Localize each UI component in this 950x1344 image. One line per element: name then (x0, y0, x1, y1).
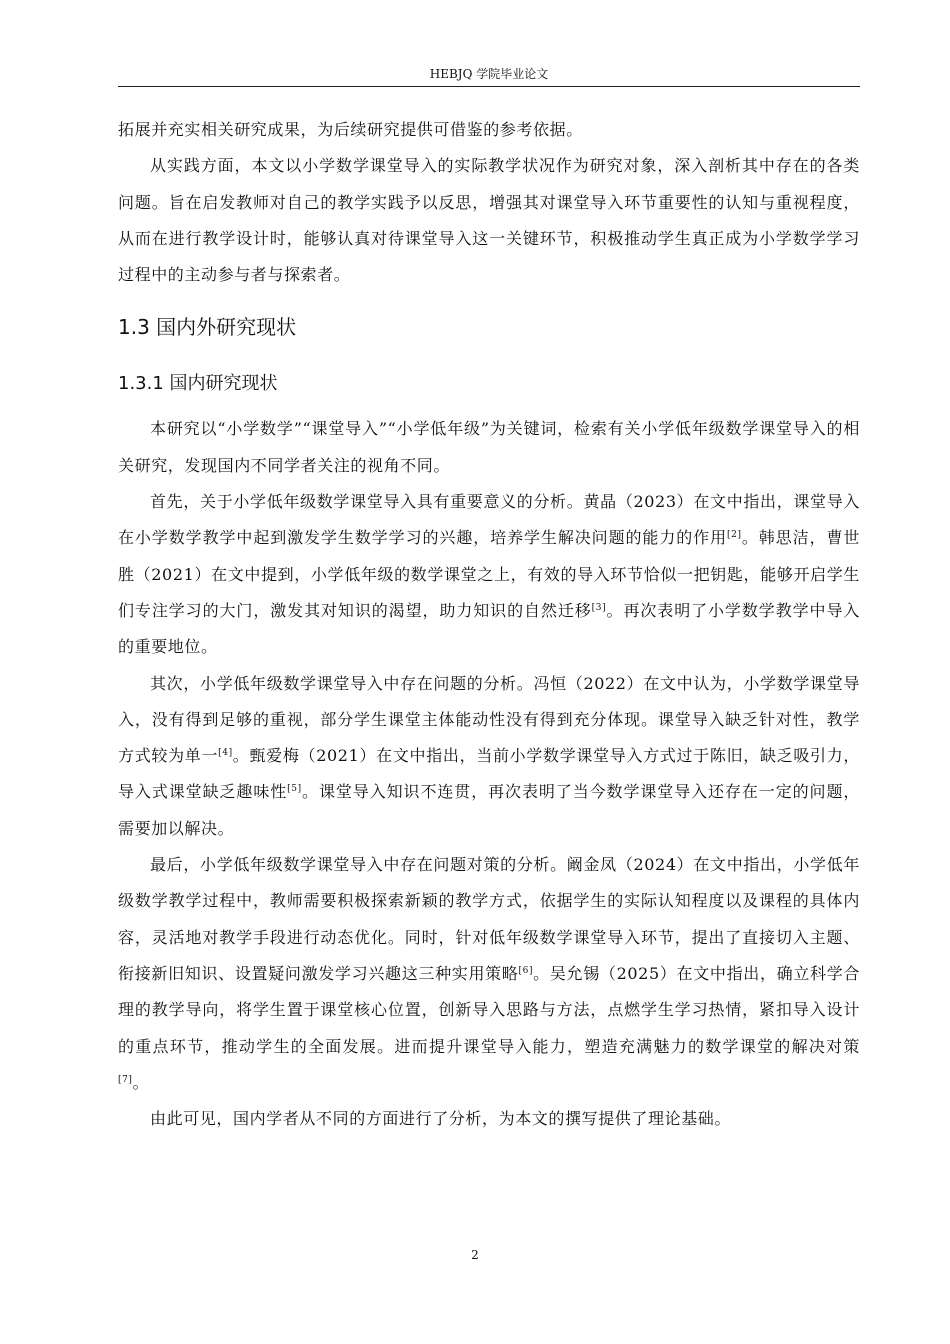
citation-ref: [3] (591, 602, 607, 613)
citation-ref: [5] (287, 784, 302, 795)
text-segment: 首先，关于小学低年级数学课堂导入具有重要意义的分析。黄晶（2023）在文中指出，课堂导入在小学数学教学中起到激发学生数学学习的兴趣，培养学生解决问题的能力的作用 (118, 492, 860, 548)
page-body (118, 112, 860, 1137)
paragraph-conclusion: 由此可见，国内学者从不同的方面进行了分析，为本文的撰写提供了理论基础。 (150, 1109, 732, 1129)
paragraph-continued: 拓展并充实相关研究成果，为后续研究提供可借鉴的参考依据。 (118, 120, 583, 139)
text-segment: 。课堂导入知识不连贯，再次表明了当今数学课堂导入还存在一定的问题，需要加以解决。 (118, 782, 860, 838)
text-segment: 。韩思洁，曹世胜（2021）在文中提到，小学低年级的数学课堂之上，有效的导入环节恰似一把钥匙，能够开启学生们专注学习的大门，激发其对知识的渴望，助力知识的自然迁移 (118, 528, 860, 620)
paragraph-strategies (118, 847, 860, 1101)
paragraph-practice-significance: 从实践方面，本文以小学数学课堂导入的实际教学状况作为研究对象，深入剖析其中存在的各类问题。旨在启发教师对自己的教学实践予以反思，增强其对课堂导入环节重要性的认知与重视程度，从而在进行教学设计时，能够认真对待课堂导入这一关键环节，积极推动学生真正成为小学数学学习过程中的主动参与者与探索者。 (118, 156, 860, 285)
text-segment: 最后，小学低年级数学课堂导入中存在问题对策的分析。阚金凤（2024）在文中指出，小学低年级数学教学过程中，教师需要积极探索新颖的教学方式，依据学生的实际认知程度以及课程的具体内容，灵活地对教学手段进行动态优化。同时，针对低年级数学课堂导入环节，提出了直接切入主题、衔接新旧知识、设置疑问激发学习兴趣这三种实用策略 (118, 855, 860, 983)
text-segment: 。甄爱梅（2021）在文中指出，当前小学数学课堂导入方式过于陈旧，缺乏吸引力，导入式课堂缺乏趣味性 (118, 746, 860, 802)
citation-ref: [4] (218, 748, 233, 759)
paragraph-keywords: 本研究以“小学数学”“课堂导入”“小学低年级”为关键词，检索有关小学低年级数学课堂导入的相关研究，发现国内不同学者关注的视角不同。 (118, 419, 860, 475)
header-title: HEBJQ 学院毕业论文 (429, 67, 549, 81)
citation-ref: [2] (727, 530, 742, 541)
subsection-heading: 1.3.1 国内研究现状 (118, 373, 278, 395)
page-header (118, 64, 860, 87)
text-segment: 。吴允锡（2025）在文中指出，确立科学合理的教学导向，将学生置于课堂核心位置，创新导入思路与方法，点燃学生学习热情，紧扣导入设计的重点环节，推动学生的全面发展。进而提升课堂导入能力，塑造充满魅力的数学课堂的解决对策 (118, 963, 860, 1056)
citation-ref: [7] (118, 1074, 133, 1085)
page-number: 2 (471, 1248, 479, 1262)
citation-ref: [6] (518, 965, 534, 976)
text-segment: 。再次表明了小学数学教学中导入的重要地位。 (118, 600, 860, 657)
paragraph-problems (118, 666, 860, 847)
section-heading: 1.3 国内外研究现状 (118, 315, 297, 340)
paragraph-significance (118, 484, 860, 665)
text-segment: 其次，小学低年级数学课堂导入中存在问题的分析。冯恒（2022）在文中认为，小学数学课堂导入，没有得到足够的重视，部分学生课堂主体能动性没有得到充分体现。课堂导入缺乏针对性，教学方式较为单一 (118, 673, 860, 766)
text-segment: 。 (132, 1072, 150, 1092)
